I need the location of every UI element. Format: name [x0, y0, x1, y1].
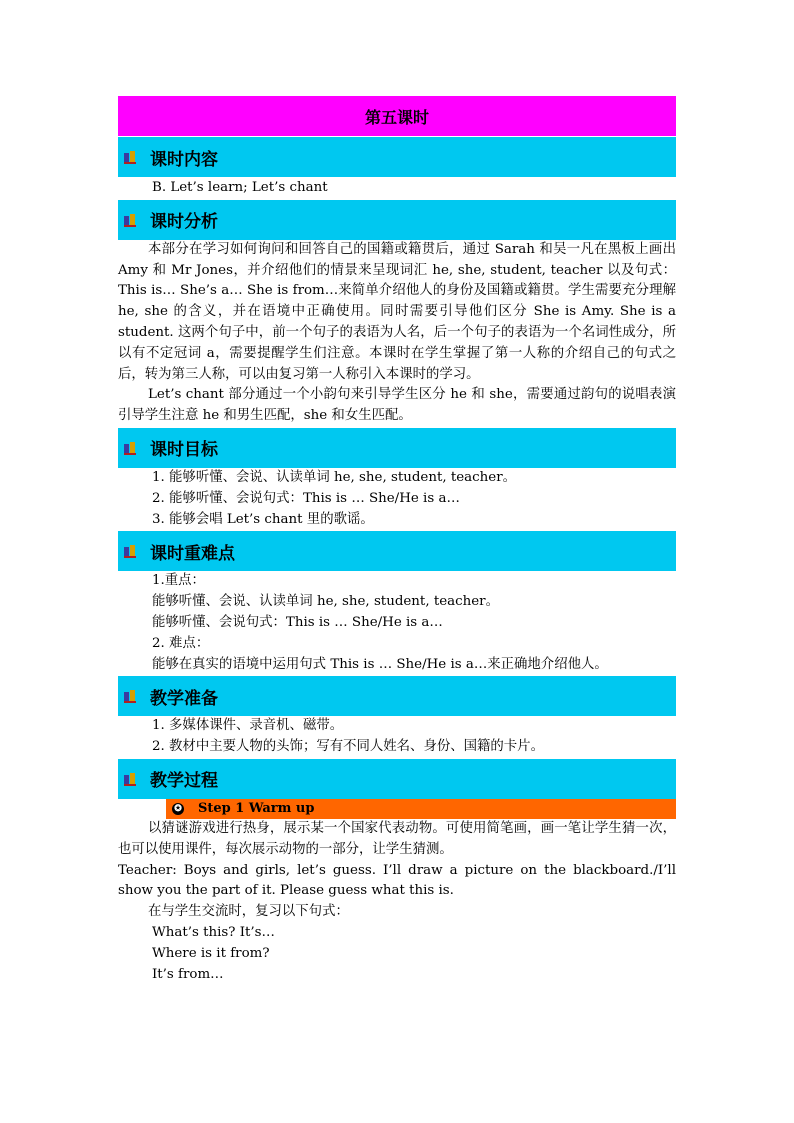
- book-icon: [124, 690, 136, 702]
- process-paragraph: 以猜谜游戏进行热身，展示某一个国家代表动物。可使用简笔画，画一笔让学生猜一次，也可以使用课件，每次展示动物的一部分，让学生猜测。: [118, 820, 676, 857]
- section-heading-label: 课时分析: [150, 212, 218, 233]
- section-heading-label: 教学过程: [150, 771, 218, 792]
- process-line: Where is it from?: [152, 945, 270, 961]
- keypoint-line: 2. 难点：: [152, 635, 210, 651]
- book-icon: [124, 151, 136, 163]
- section-heading-label: 课时目标: [150, 440, 218, 461]
- lesson-plan: [118, 96, 676, 985]
- keypoint-line: 能够在真实的语境中运用句式 This is … She/He is a…来正确地介绍他人。: [152, 656, 608, 672]
- keypoint-line: 能够听懂、会说句式：This is … She/He is a…: [152, 614, 443, 630]
- book-icon: [124, 545, 136, 557]
- goal-item: 1. 能够听懂、会说、认读单词 he, she, student, teacher。: [152, 469, 516, 485]
- process-line: What’s this? It’s…: [152, 924, 275, 940]
- section-heading-prep: [118, 676, 676, 716]
- goal-item: 2. 能够听懂、会说句式：This is … She/He is a…: [152, 490, 460, 506]
- page-title: 第五课时: [118, 96, 676, 136]
- process-line: It’s from…: [152, 966, 224, 982]
- goal-item: 3. 能够会唱 Let’s chant 里的歌谣。: [152, 511, 374, 527]
- section-heading-goals: [118, 428, 676, 468]
- section-heading-label: 教学准备: [150, 688, 218, 709]
- section-heading-content: [118, 137, 676, 177]
- section-heading-label: 课时内容: [150, 149, 218, 170]
- prep-item: 2. 教材中主要人物的头饰；写有不同人姓名、身份、国籍的卡片。: [152, 739, 544, 755]
- section-heading-label: 课时重难点: [150, 543, 235, 564]
- step-heading: [166, 799, 676, 819]
- section-heading-analysis: [118, 200, 676, 240]
- prep-item: 1. 多媒体课件、录音机、磁带。: [152, 718, 344, 734]
- section-heading-keypoints: [118, 531, 676, 571]
- analysis-paragraph: 本部分在学习如何询问和回答自己的国籍或籍贯后，通过 Sarah 和吴一凡在黑板上画出 Amy 和 Mr Jones，并介绍他们的情景来呈现词汇 he, she, student, teacher 以及句式：This is… She’s a… She is from…来简单介绍他人的身份及国籍或籍贯。学生需要充分理解 he, she 的含义，并在语境中正确使用。同时需要引导他们区分 She is Amy. She is a student. 这两个句子中，前一个句子的表语为人名，后一个句子的表语为一个名词性成分，所以有不定冠词 a，需要提醒学生们注意。本课时在学生掌握了第一人称的介绍自己的句式之后，转为第三人称，可以由复习第一人称引入本课时的学习。: [118, 241, 676, 382]
- content-line: B. Let’s learn; Let’s chant: [152, 180, 328, 195]
- step-label: Step 1 Warm up: [198, 801, 315, 817]
- process-paragraph: Teacher: Boys and girls, let’s guess. I’ll draw a picture on the blackboard./I’ll show you the part of it. Please guess what this is.: [118, 862, 676, 899]
- process-paragraph: 在与学生交流时，复习以下句式：: [148, 904, 349, 920]
- book-icon: [124, 773, 136, 785]
- section-heading-process: [118, 759, 676, 799]
- star-circle-icon: ✪: [172, 803, 184, 815]
- keypoint-line: 能够听懂、会说、认读单词 he, she, student, teacher。: [152, 594, 499, 610]
- keypoint-line: 1.重点：: [152, 573, 205, 589]
- book-icon: [124, 214, 136, 226]
- book-icon: [124, 442, 136, 454]
- analysis-paragraph: Let’s chant 部分通过一个小韵句来引导学生区分 he 和 she，需要通过韵句的说唱表演引导学生注意 he 和男生匹配，she 和女生匹配。: [118, 387, 676, 424]
